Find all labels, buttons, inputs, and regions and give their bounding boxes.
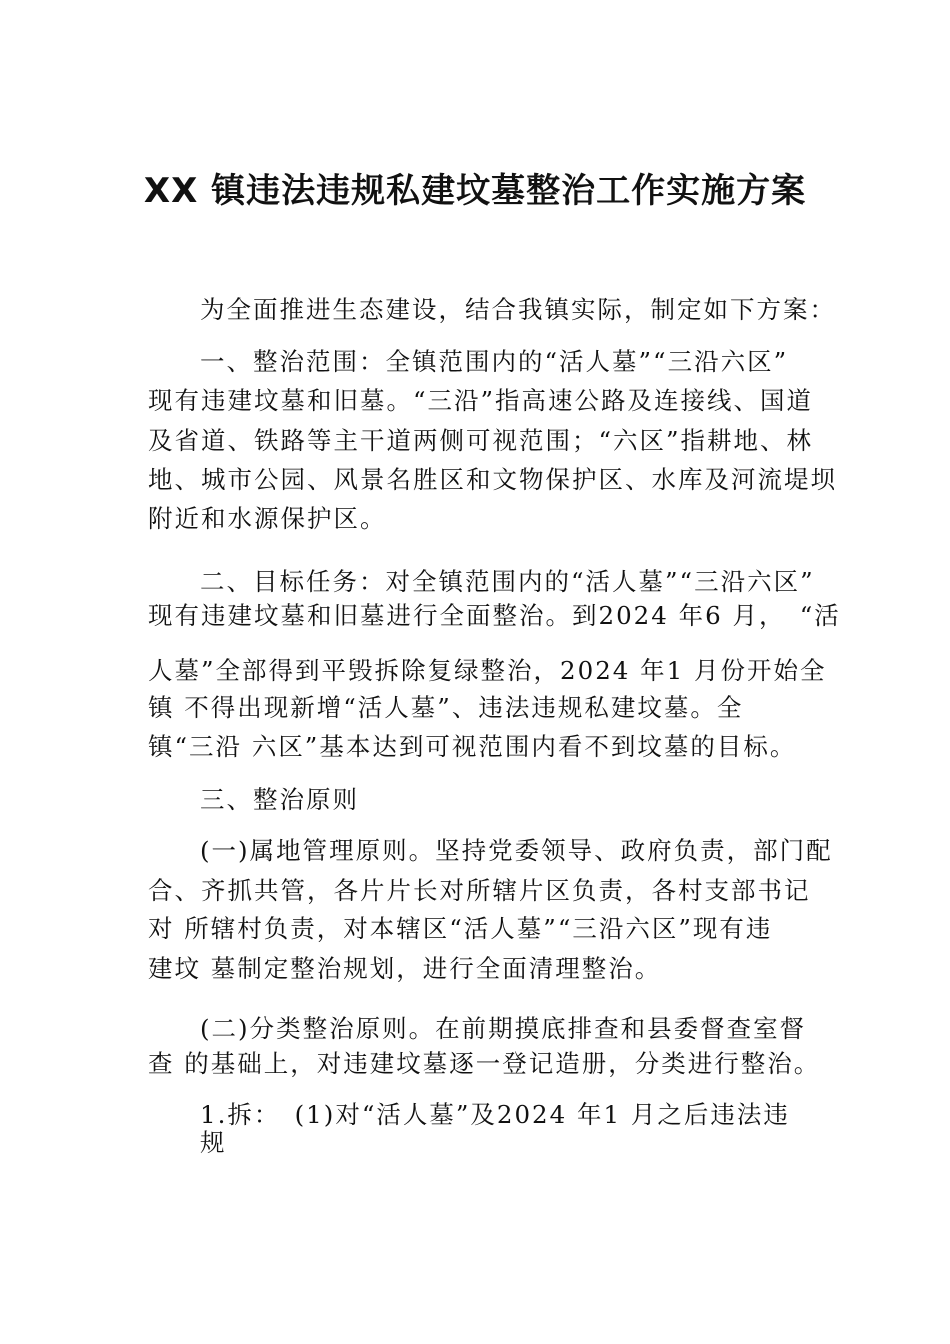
paragraph-line: 二、目标任务：对全镇范围内的“活人墓”“三沿六区” bbox=[200, 567, 815, 596]
paragraph-line: 建坟 墓制定整治规划，进行全面清理整治。 bbox=[148, 954, 662, 983]
paragraph-line: 一、整治范围：全镇范围内的“活人墓”“三沿六区” bbox=[200, 347, 789, 376]
paragraph-line: 合、齐抓共管，各片片长对所辖片区负责，各村支部书记 bbox=[148, 876, 811, 905]
paragraph-line: 规 bbox=[200, 1128, 227, 1157]
paragraph-line: 附近和水源保护区。 bbox=[148, 504, 387, 533]
paragraph-line: (一)属地管理原则。坚持党委领导、政府负责，部门配 bbox=[200, 836, 833, 865]
paragraph-line: 1.拆： (1)对“活人墓”及2024 年1 月之后违法违 bbox=[200, 1100, 790, 1129]
document-title: XX 镇违法违规私建坟墓整治工作实施方案 bbox=[143, 171, 807, 211]
paragraph-line: (二)分类整治原则。在前期摸底排查和县委督查室督 bbox=[200, 1014, 807, 1043]
paragraph-line: 地、城市公园、风景名胜区和文物保护区、水库及河流堤坝 bbox=[148, 465, 837, 494]
paragraph-line: 镇“三沿 六区”基本达到可视范围内看不到坟墓的目标。 bbox=[148, 732, 797, 761]
section-heading: 三、整治原则 bbox=[200, 785, 359, 814]
intro-line: 为全面推进生态建设，结合我镇实际，制定如下方案： bbox=[200, 295, 836, 324]
paragraph-line: 镇 不得出现新增“活人墓”、违法违规私建坟墓。全 bbox=[148, 693, 744, 722]
paragraph-line: 及省道、铁路等主干道两侧可视范围；“六区”指耕地、林 bbox=[148, 426, 814, 455]
paragraph-line: 查 的基础上，对违建坟墓逐一登记造册，分类进行整治。 bbox=[148, 1049, 821, 1078]
paragraph-line: 现有违建坟墓和旧墓。“三沿”指高速公路及连接线、国道 bbox=[148, 386, 814, 415]
paragraph-line: 对 所辖村负责，对本辖区“活人墓”“三沿六区”现有违 bbox=[148, 914, 773, 943]
paragraph-line: 现有违建坟墓和旧墓进行全面整治。到2024 年6 月， “活 bbox=[148, 601, 841, 630]
paragraph-line: 人墓”全部得到平毁拆除复绿整治，2024 年1 月份开始全 bbox=[148, 656, 827, 685]
